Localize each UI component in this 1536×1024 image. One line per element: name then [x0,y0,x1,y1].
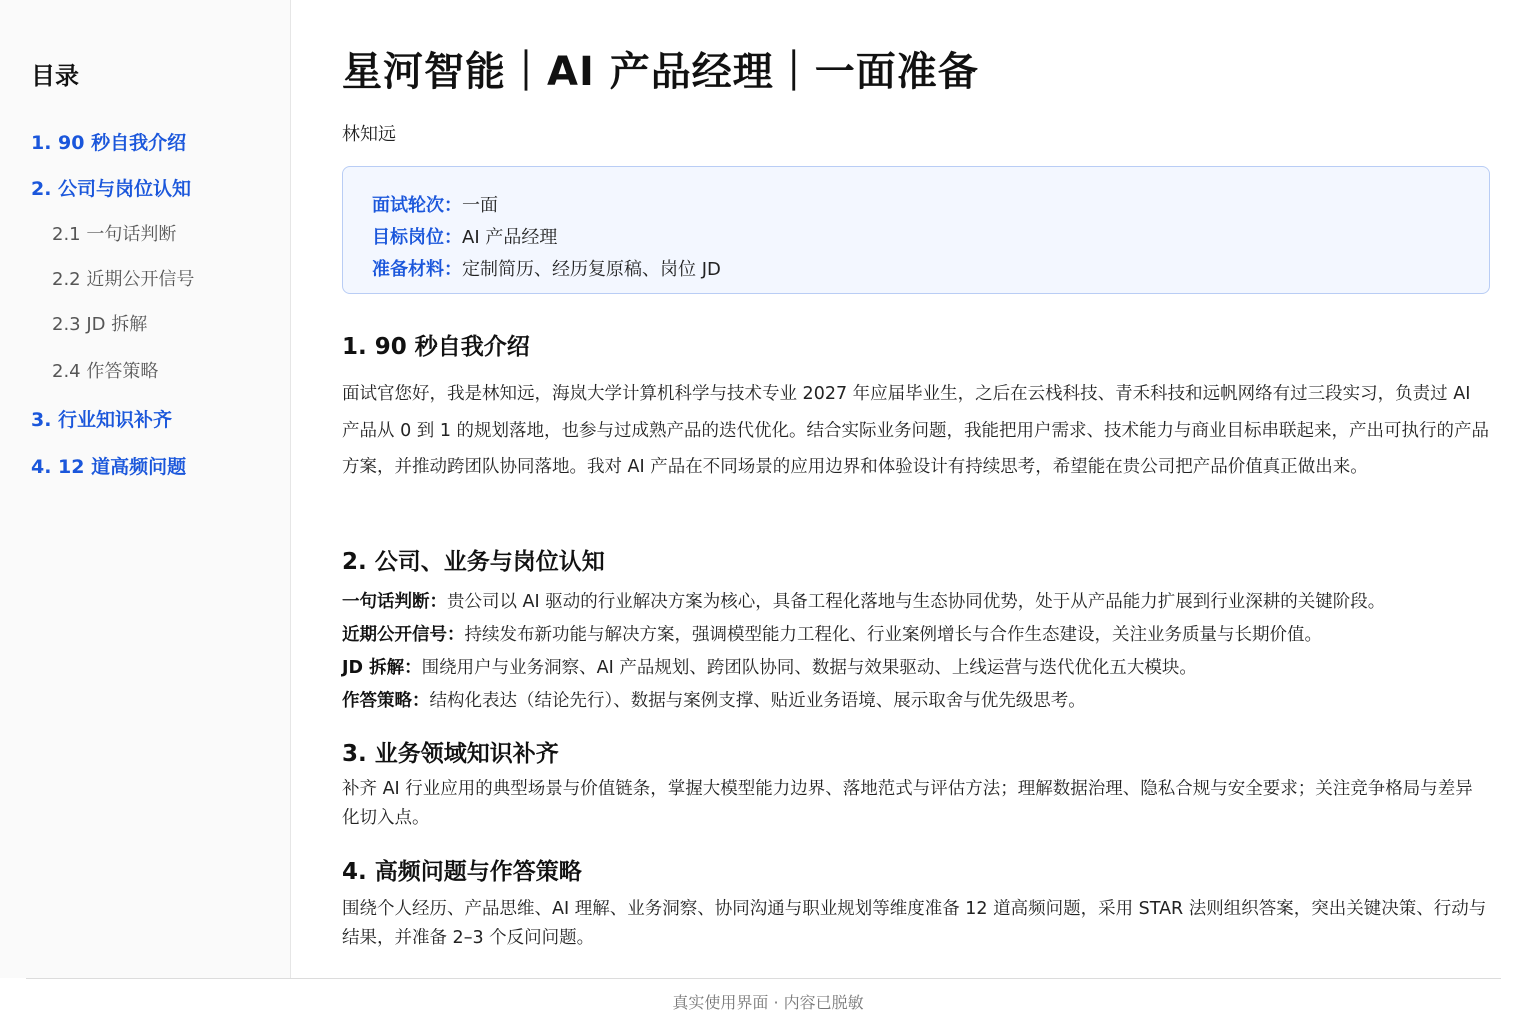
toc-item-questions[interactable]: 4. 12 道高频问题 [31,456,187,478]
toc-sidebar [0,0,291,978]
item-value: 结构化表达（结论先行）、数据与案例支撑、贴近业务语境、展示取舍与优先级思考。 [429,691,1086,711]
industry-paragraph: 补齐 AI 行业应用的典型场景与价值链条，掌握大模型能力边界、落地范式与评估方法；理解数据治理、隐私合规与安全要求；关注竞争格局与差异化切入点。 [342,779,1473,828]
footer-note: 真实使用界面 · 内容已脱敏 [672,993,864,1012]
info-key: 目标岗位： [372,227,462,248]
info-value: 定制简历、经历复原稿、岗位 JD [462,259,721,280]
info-row-position [372,223,557,249]
item-value: 贵公司以 AI 驱动的行业解决方案为核心，具备工程化落地与生态协同优势，处于从产品能力扩展到行业深耕的关键阶段。 [447,592,1386,612]
section-heading-questions: 4. 高频问题与作答策略 [342,859,582,885]
toc-item-self-intro[interactable]: 1. 90 秒自我介绍 [31,132,187,154]
item-key: 作答策略： [342,691,430,711]
info-key: 面试轮次： [372,195,462,216]
section-heading-self-intro: 1. 90 秒自我介绍 [342,334,530,360]
toc-item-industry[interactable]: 3. 行业知识补齐 [31,409,173,431]
footer-divider [26,978,1501,979]
company-item-jd [342,654,1197,679]
item-key: JD 拆解： [342,658,422,678]
toc-title: 目录 [31,62,79,90]
info-value: 一面 [462,195,498,216]
toc-subitem-signals[interactable]: 2.2 近期公开信号 [52,269,195,290]
toc-subitem-one-line[interactable]: 2.1 一句话判断 [52,224,177,245]
company-item-signals [342,621,1322,646]
info-key: 准备材料： [372,259,462,280]
info-row-round [372,191,498,217]
info-row-materials [372,255,721,281]
page-title: 星河智能｜AI 产品经理｜一面准备 [342,49,979,95]
author-name: 林知远 [342,124,396,145]
section-heading-industry: 3. 业务领域知识补齐 [342,741,559,767]
toc-subitem-strategy[interactable]: 2.4 作答策略 [52,361,159,382]
item-value: 围绕用户与业务洞察、AI 产品规划、跨团队协同、数据与效果驱动、上线运营与迭代优化五大模块。 [421,658,1197,678]
info-value: AI 产品经理 [462,227,558,248]
company-item-one-line [342,588,1385,613]
toc-item-company[interactable]: 2. 公司与岗位认知 [31,178,192,200]
interview-info-card [342,166,1490,294]
item-value: 持续发布新功能与解决方案，强调模型能力工程化、行业案例增长与合作生态建设，关注业务质量与长期价值。 [464,625,1322,645]
toc-subitem-jd[interactable]: 2.3 JD 拆解 [52,314,148,335]
item-key: 一句话判断： [342,592,447,612]
questions-paragraph: 围绕个人经历、产品思维、AI 理解、业务洞察、协同沟通与职业规划等维度准备 12 道高频问题，采用 STAR 法则组织答案，突出关键决策、行动与结果，并准备 2–3 个反问问题。 [342,899,1487,948]
self-intro-paragraph: 面试官您好，我是林知远，海岚大学计算机科学与技术专业 2027 年应届毕业生，之后在云栈科技、青禾科技和远帆网络有过三段实习，负责过 AI 产品从 0 到 1 的规划落地，也参与过成熟产品的迭代优化。结合实际业务问题，我能把用户需求、技术能力与商业目标串联起来，产出可执行的产品方案，并推动跨团队协同落地。我对 AI 产品在不同场景的应用边界和体验设计有持续思考，希望能在贵公司把产品价值真正做出来。 [342,384,1490,477]
item-key: 近期公开信号： [342,625,465,645]
section-heading-company: 2. 公司、业务与岗位认知 [342,549,605,575]
company-item-strategy [342,687,1086,712]
